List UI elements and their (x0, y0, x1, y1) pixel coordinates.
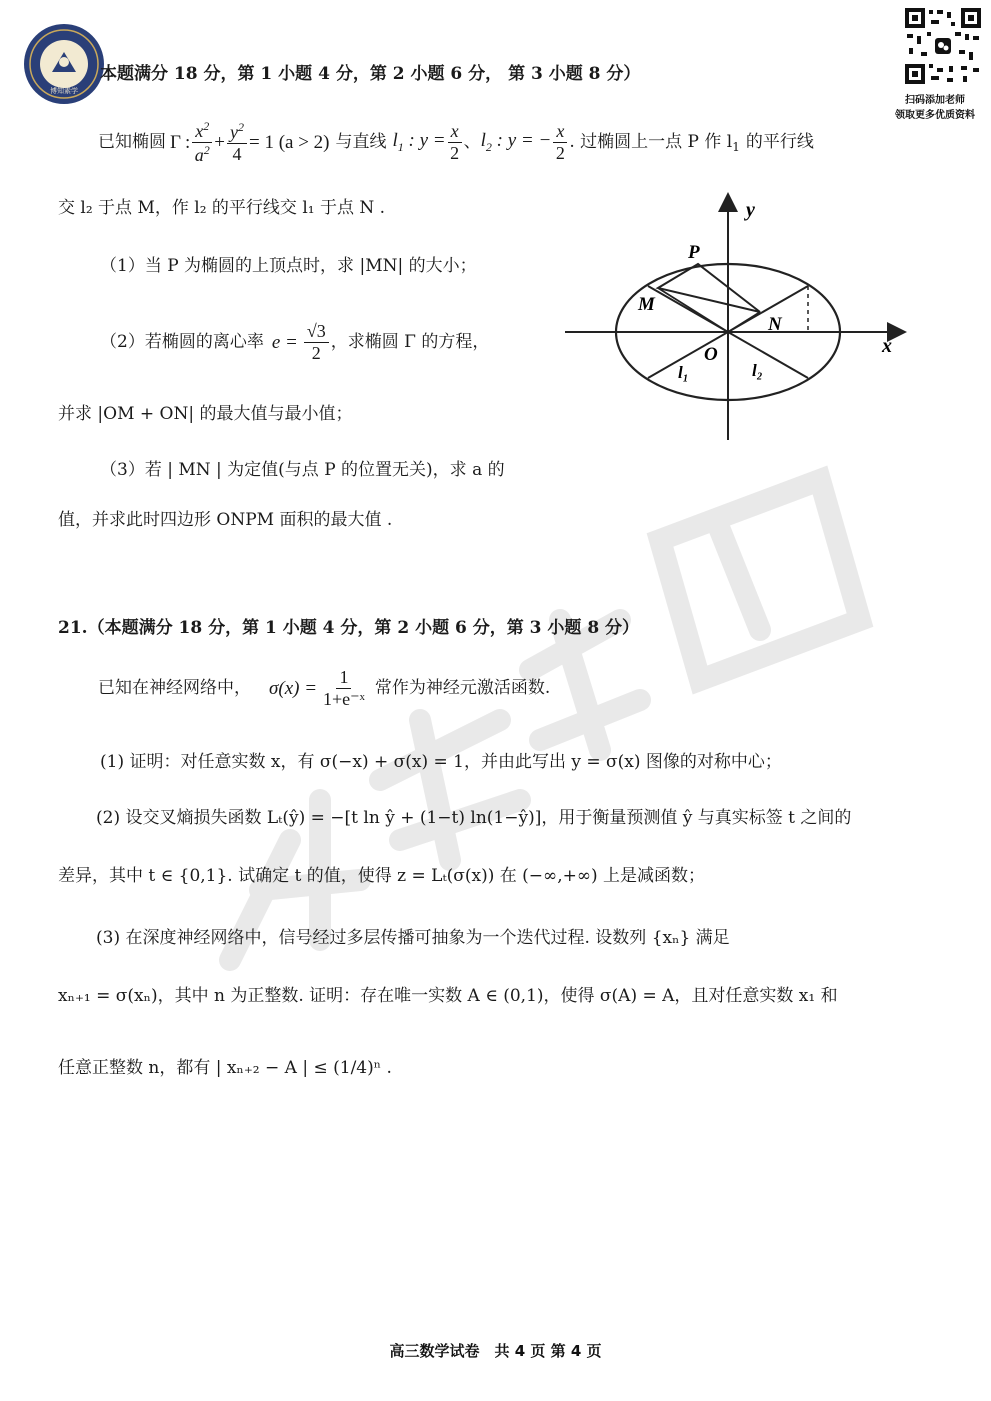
q20-header: 本题满分 18 分，第 1 小题 4 分，第 2 小题 6 分， 第 3 小题 8 分） (100, 64, 641, 84)
q21-part3-end: 任意正整数 n，都有 | xₙ₊₂ − A | ≤ (1/4)ⁿ . (58, 1058, 392, 1078)
q20-intro-lines: 与直线 (335, 131, 387, 152)
q20-part2-suffix: ，求椭圆 Γ 的方程， (330, 331, 490, 352)
q21-intro-suffix: 常作为神经元激活函数. (374, 677, 551, 698)
q21-part3-cont: xₙ₊₁ = σ(xₙ)，其中 n 为正整数. 证明：存在唯一实数 A ∈ (0,1)，使得 σ(A) = A，且对任意实数 x₁ 和 (58, 986, 838, 1006)
school-crest-icon (22, 22, 106, 106)
q20-part2: （2）若椭圆的离心率 e = $\frac{√3}{2}$ ，求椭圆 Γ 的方程， (100, 321, 490, 363)
q20-gamma: Γ (170, 131, 181, 153)
logo-ring-text: 博知素学 (50, 87, 78, 95)
page-footer: 高三数学试卷 共 4 页 第 4 页 (389, 1342, 602, 1360)
ellipse-figure (560, 188, 910, 444)
q20-part3-cont: 值，并求此时四边形 ONPM 面积的最大值 . (58, 510, 393, 530)
qr-caption-line2: 领取更多优质资料 (895, 109, 975, 121)
segment-om (658, 288, 728, 332)
q20-part1: （1）当 P 为椭圆的上顶点时，求 |MN| 的大小； (100, 256, 477, 276)
q21-header: 21.（本题满分 18 分，第 1 小题 4 分，第 2 小题 6 分，第 3 小题 8 分） (58, 618, 640, 638)
qr-code-icon[interactable] (903, 6, 983, 86)
q20-part2-prefix: （2）若椭圆的离心率 (100, 331, 264, 352)
q21-part2-cont: 差异，其中 t ∈ {0,1}. 试确定 t 的值，使得 z = Lₜ(σ(x)) 在 (−∞,+∞) 上是减函数； (58, 866, 706, 886)
q21-sigma-den: 1+e⁻ˣ (323, 688, 365, 709)
q21-intro (98, 668, 550, 709)
q21-sigma-def: σ(x) = (269, 677, 318, 699)
label-o: O (704, 344, 718, 365)
q21-intro-prefix: 已知在神经网络中， (98, 677, 251, 698)
q20-line2: 交 l₂ 于点 M，作 l₂ 的平行线交 l₁ 于点 N . (58, 198, 386, 218)
label-l2: l₂ (752, 361, 763, 380)
segment-on (728, 312, 760, 332)
qr-caption (880, 94, 990, 123)
q20-part2-cont: 并求 |OM + ON| 的最大值与最小值； (58, 404, 353, 424)
q21-part1: (1) 证明：对任意实数 x，有 σ(−x) + σ(x) = 1，并由此写出 y = σ(x) 图像的对称中心； (100, 752, 782, 772)
label-n: N (768, 314, 782, 335)
q21-sigma-num: 1 (336, 668, 351, 689)
q20-part3: （3）若 | MN | 为定值(与点 P 的位置无关)，求 a 的 (100, 460, 505, 480)
q20-intro-tail2: 的平行线 (745, 131, 814, 152)
label-m: M (638, 294, 655, 315)
q20-intro-tail: . 过椭圆上一点 P 作 l (569, 131, 733, 152)
q21-part2: (2) 设交叉熵损失函数 Lₜ(ŷ) = −[t ln ŷ + (1−t) ln(1−ŷ)]，用于衡量预测值 ŷ 与真实标签 t 之间的 (96, 808, 852, 828)
label-p: P (688, 242, 700, 263)
q20-intro-prefix: 已知椭圆 (98, 131, 166, 152)
label-x: x (882, 335, 892, 357)
qr-caption-line1: 扫码添加老师 (905, 95, 965, 106)
q20-part2-e: e = (271, 331, 298, 353)
q20-intro-condition: = 1 (a > 2) (248, 131, 330, 153)
q21-part3: (3) 在深度神经网络中，信号经过多层传播可抽象为一个迭代过程. 设数列 {xₙ} 满足 (96, 928, 730, 948)
label-y: y (746, 199, 755, 221)
triangle-pmn (658, 264, 760, 312)
label-l1: l₁ (678, 363, 689, 382)
q20-intro: 已知椭圆 Γ : $\frac{x^2}{a^2}$ + $\frac{y^2}{4}$ = 1 (a > 2) 与直线 $l_1$ : y = $\frac{x}{2}$ 、 $l_2$ : y = − $\frac{x}{2}$ . 过椭圆上一点 P 作 l 1 的平行线 (98, 119, 814, 165)
